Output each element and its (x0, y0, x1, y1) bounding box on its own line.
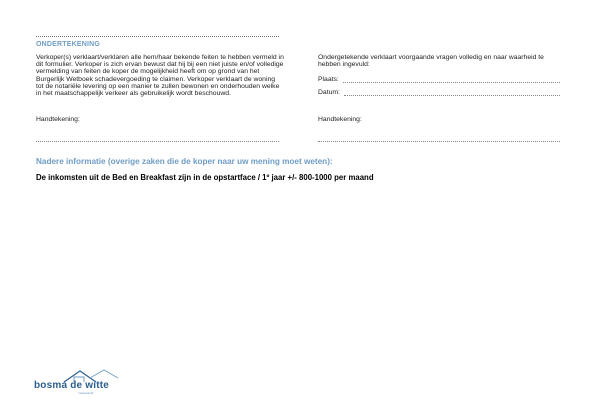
plaats-label: Plaats: (318, 76, 339, 83)
handtekening-line-right[interactable] (318, 141, 560, 142)
nadere-informatie-title: Nadere informatie (overige zaken die de koper naar uw mening moet weten): (36, 157, 333, 166)
plaats-input-line[interactable] (343, 77, 560, 83)
ondergetekende-declaration: Ondergetekende verklaart voorgaande vragen volledig en naar waarheid te hebben ingevuld: (318, 54, 544, 69)
logo-subtext: makelaardij (78, 391, 94, 395)
plaats-field[interactable] (318, 76, 560, 83)
datum-input-line[interactable] (344, 90, 560, 96)
datum-label: Datum: (318, 89, 340, 96)
datum-field[interactable] (318, 89, 560, 96)
handtekening-label-left: Handtekening: (36, 116, 80, 123)
verkoper-declaration: Verkoper(s) verklaart/verklaren alle hem/haar bekende feiten te hebben vermeld in dit formulier. Verkoper is zich ervan bewust dat hij bij een niet juiste en/of volledige vermelding van feiten de koper de mogelijkheid heeft om op grond van het Burgerlijk Wetboek schadevergoeding te claimen. Verkoper verklaart de woning tot de notariële levering op een manier te zullen bewonen en onderhouden welke in het maatschappelijk verkeer als gebruikelijk wordt beschouwd. (36, 54, 284, 98)
logo-text: bosma de witte (34, 380, 110, 391)
handtekening-line-left[interactable] (36, 141, 279, 142)
section-title-ondertekening: ONDERTEKENING (36, 41, 101, 48)
top-divider (36, 36, 279, 37)
handtekening-label-right: Handtekening: (318, 116, 362, 123)
nadere-statement: De inkomsten uit de Bed en Breakfast zijn in de opstartface / 1º jaar +/- 800-1000 per maand (36, 173, 374, 182)
